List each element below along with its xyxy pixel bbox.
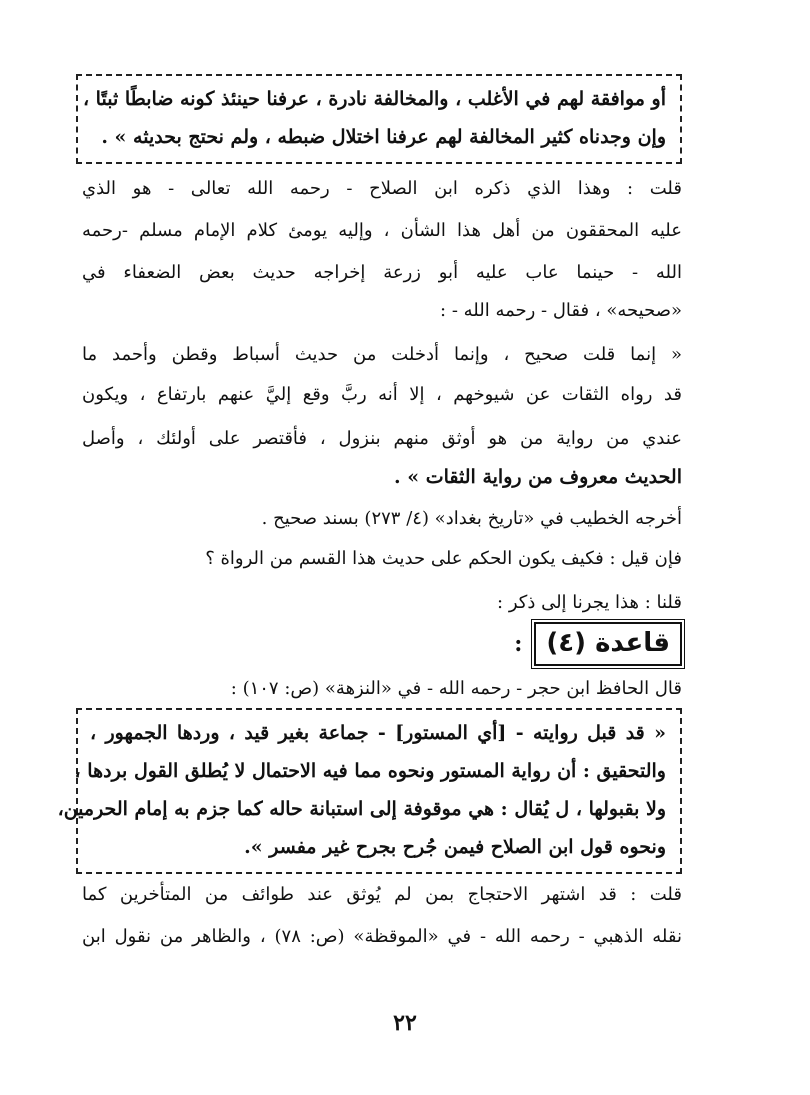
box-quote-line-2: والتحقيق : أن رواية المستور ونحوه مما فيه الاحتمال لا يُطلق القول بردها ،	[74, 760, 666, 782]
takhrij-line: أخرجه الخطيب في «تاريخ بغداد» (٤/ ٢٧٣) بسند صحيح .	[261, 508, 682, 529]
para-last-line-1: قلت : قد اشتهر الاحتجاج بمن لم يُوثق عند طوائف من المتأخرين كما	[82, 884, 682, 905]
box-top-line-1: أو موافقة لهم في الأغلب ، والمخالفة نادرة ، عرفنا حينئذ كونه ضابطًا ثبتًا ،	[82, 88, 666, 110]
quote1-line-4: الحديث معروف من رواية الثقات » .	[394, 466, 682, 488]
box-quote-line-1: « قد قبل روايته - [أي المستور] - جماعة بغير قيد ، وردها الجمهور ،	[90, 722, 666, 744]
hafiz-intro-line: قال الحافظ ابن حجر - رحمه الله - في «النزهة» (ص: ١٠٧) :	[230, 678, 682, 699]
rule-heading-colon: :	[514, 631, 523, 657]
quote1-line-3: عندي من رواية من هو أوثق منهم بنزول ، فأقتصر على أولئك ، وأصل	[82, 428, 682, 449]
question-line: فإن قيل : فكيف يكون الحكم على حديث هذا القسم من الرواة ؟	[205, 548, 682, 569]
page-number: ٢٢	[393, 1010, 417, 1036]
rule-heading	[514, 620, 682, 668]
quoted-box-nuzha	[57, 708, 682, 874]
quote1-line-2: قد رواه الثقات عن شيوخهم ، إلا أنه ربَّ وقع إليَّ عنهم بارتفاع ، ويكون	[82, 384, 682, 405]
box-quote-line-4: ونحوه قول ابن الصلاح فيمن جُرح بجرح غير مفسر ».	[244, 836, 666, 858]
answer-line: قلنا : هذا يجرنا إلى ذكر :	[497, 592, 682, 613]
para1-line-4: «صحيحه» ، فقال - رحمه الله - :	[440, 300, 682, 321]
para1-line-2: عليه المحققون من أهل هذا الشأن ، وإليه يومئ كلام الإمام مسلم -رحمه	[82, 220, 682, 241]
rule-title-box: قاعدة (٤)	[534, 622, 682, 666]
quoted-box-top	[76, 74, 682, 164]
para1-line-3: الله - حينما عاب عليه أبو زرعة إخراجه حديث بعض الضعفاء في	[82, 262, 682, 283]
para-last-line-2: نقله الذهبي - رحمه الله - في «الموقظة» (ص: ٧٨) ، والظاهر من نقول ابن	[82, 926, 682, 947]
box-top-line-2: وإن وجدناه كثير المخالفة لهم عرفنا اختلال ضبطه ، ولم نحتج بحديثه » .	[101, 126, 666, 148]
box-quote-line-3: ولا بقبولها ، ل يُقال : هي موقوفة إلى استبانة حاله كما جزم به إمام الحرمين،	[57, 798, 666, 820]
quote1-line-1: « إنما قلت صحيح ، وإنما أدخلت من حديث أسباط وقطن وأحمد ما	[82, 344, 682, 365]
para1-line-1: قلت : وهذا الذي ذكره ابن الصلاح - رحمه الله تعالى - هو الذي	[82, 178, 682, 199]
